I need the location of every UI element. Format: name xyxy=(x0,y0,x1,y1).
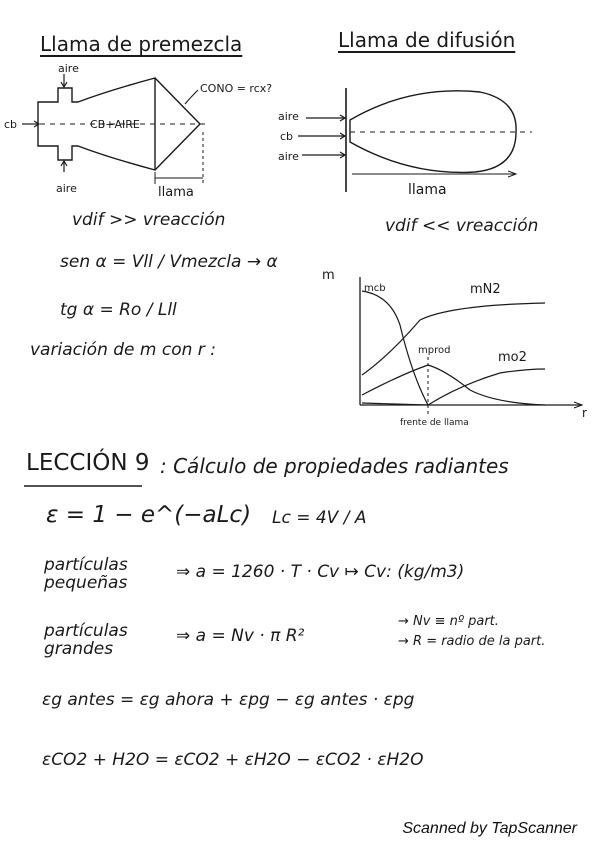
scanner-watermark: Scanned by TapScanner xyxy=(402,820,577,837)
formula-lc: Lc = 4V / A xyxy=(272,508,367,528)
note-vdif-premix: vdif >> vreacción xyxy=(72,210,226,230)
lesson-subtitle: : Cálculo de propiedades radiantes xyxy=(160,454,509,478)
graph-label-mprod: mprod xyxy=(418,345,451,356)
diffusion-heading: Llama de difusión xyxy=(338,28,516,52)
premix-flame-diagram xyxy=(0,60,300,200)
label-aire-top: aire xyxy=(58,62,79,75)
graph-label-m: m xyxy=(322,268,335,283)
note-variation: variación de m con r : xyxy=(30,340,216,360)
label-llama-diff: llama xyxy=(408,182,447,198)
graph-label-front: frente de llama xyxy=(400,418,469,428)
premix-heading: Llama de premezcla xyxy=(40,32,243,56)
note-tg-alpha: tg α = Ro / Lll xyxy=(60,300,177,320)
note-sen-alpha: sen α = Vll / Vmezcla → α xyxy=(60,252,278,272)
formula-epsilon: ε = 1 − e^(−aLc) xyxy=(46,502,252,528)
note-nv: → Nv ≡ nº part. xyxy=(398,614,499,629)
label-mixture: CB+AIRE xyxy=(90,118,140,131)
formula-small-particles: ⇒ a = 1260 · T · Cv ↦ Cv: (kg/m3) xyxy=(176,562,465,582)
graph-label-mcb: mcb xyxy=(364,283,386,294)
label-aire-bottom: aire xyxy=(56,182,77,195)
label-llama-premix: llama xyxy=(158,185,194,200)
graph-label-mo2: mo2 xyxy=(498,350,527,365)
formula-gas-eq: εg antes = εg ahora + εpg − εg antes · εpg xyxy=(42,690,415,710)
note-r: → R = radio de la part. xyxy=(398,634,546,649)
label-aire-1: aire xyxy=(278,110,299,123)
lesson-underline xyxy=(24,483,144,489)
lesson-title: LECCIÓN 9 xyxy=(26,450,150,476)
label-aire-2: aire xyxy=(278,150,299,163)
label-cb: cb xyxy=(4,118,18,131)
label-small-particles: partículas pequeñas xyxy=(44,555,128,593)
label-cono: CONO = rcx? xyxy=(200,82,273,95)
label-large-particles: partículas grandes xyxy=(44,621,128,659)
graph-label-mn2: mN2 xyxy=(470,282,501,297)
note-vdif-diffusion: vdif << vreacción xyxy=(385,216,539,236)
concentration-sketch xyxy=(320,265,590,440)
graph-label-r: r xyxy=(582,406,587,420)
label-cb-diff: cb xyxy=(280,130,294,143)
diffusion-flame-diagram xyxy=(270,80,590,200)
formula-large-particles: ⇒ a = Nv · π R² xyxy=(176,626,305,646)
formula-co2-eq: εCO2 + H2O = εCO2 + εH2O − εCO2 · εH2O xyxy=(42,750,424,770)
